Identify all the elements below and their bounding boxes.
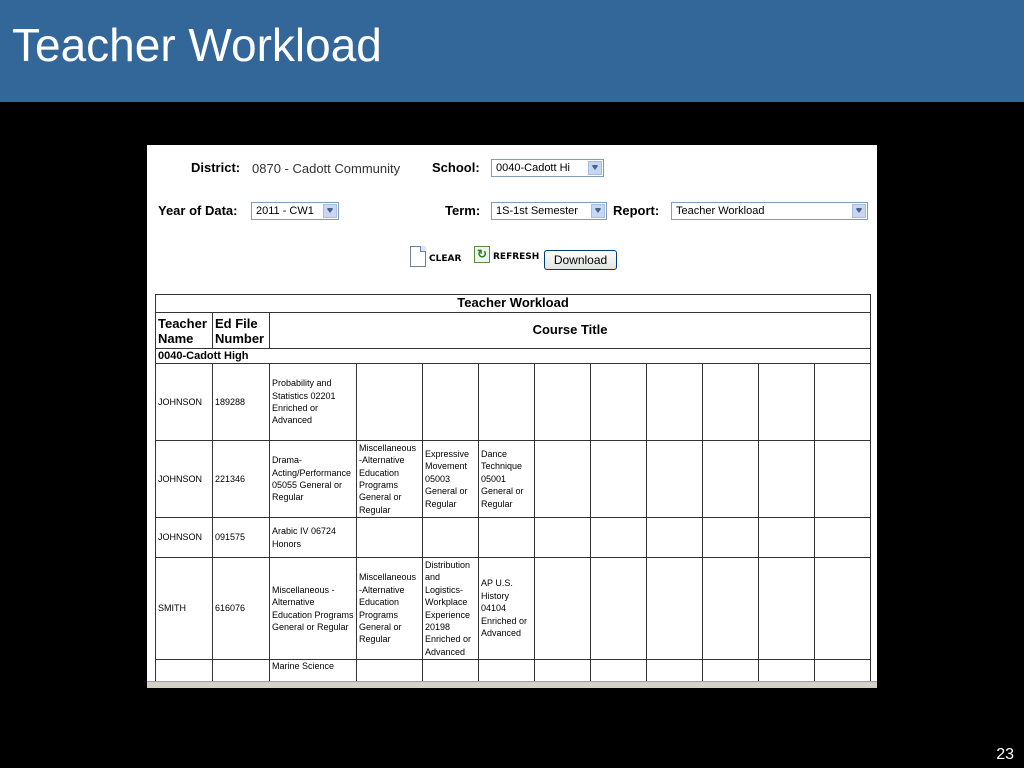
course-cell bbox=[357, 518, 423, 558]
year-select[interactable] bbox=[251, 202, 339, 220]
header-teacher-line1: Teacher bbox=[158, 315, 207, 331]
course-cell: Drama- Acting/Performance 05055 General or Regular bbox=[270, 441, 357, 518]
refresh-label: REFRESH bbox=[493, 252, 540, 262]
slide-header bbox=[0, 0, 1024, 102]
year-select-value: 2011 - CW1 bbox=[256, 205, 314, 217]
course-cell bbox=[815, 558, 871, 660]
page-number: 23 bbox=[996, 746, 1014, 763]
table-row bbox=[156, 518, 871, 558]
clear-button[interactable] bbox=[410, 246, 465, 268]
table-row bbox=[156, 364, 871, 441]
course-cell bbox=[647, 558, 703, 660]
ed-file-number-cell: 091575 bbox=[213, 518, 270, 558]
course-cell bbox=[479, 518, 535, 558]
course-cell bbox=[479, 364, 535, 441]
screenshot-window bbox=[147, 145, 877, 688]
course-cell bbox=[759, 518, 815, 558]
course-cell bbox=[815, 518, 871, 558]
refresh-button[interactable] bbox=[474, 246, 539, 268]
window-status-bar bbox=[147, 681, 877, 688]
course-cell bbox=[591, 558, 647, 660]
header-ed-file-number bbox=[213, 313, 270, 349]
school-select-value: 0040-Cadott Hi bbox=[496, 162, 570, 174]
course-cell: Miscellaneous -Alternative Education Programs General or Regular bbox=[357, 441, 423, 518]
district-label: District: bbox=[191, 160, 241, 175]
course-cell bbox=[591, 518, 647, 558]
teacher-workload-table bbox=[155, 294, 871, 688]
course-cell bbox=[591, 364, 647, 441]
course-cell: Miscellaneous -Alternative Education Programs General or Regular bbox=[357, 558, 423, 660]
district-value: 0870 - Cadott Community bbox=[252, 161, 401, 176]
teacher-name-cell: JOHNSON bbox=[156, 441, 213, 518]
chevron-down-icon bbox=[588, 161, 602, 175]
report-label: Report: bbox=[613, 203, 660, 218]
refresh-icon: ↻ bbox=[474, 246, 490, 263]
header-teacher-line2: Name bbox=[158, 330, 194, 346]
year-label: Year of Data: bbox=[158, 203, 238, 218]
course-cell bbox=[591, 441, 647, 518]
course-cell: Marine Science bbox=[270, 660, 357, 689]
course-cell bbox=[759, 364, 815, 441]
course-cell bbox=[703, 518, 759, 558]
course-cell: Probability and Statistics 02201 Enriched or Advanced bbox=[270, 364, 357, 441]
table-row bbox=[156, 441, 871, 518]
course-cell bbox=[423, 518, 479, 558]
course-cell: Arabic IV 06724 Honors bbox=[270, 518, 357, 558]
course-cell: Expressive Movement 05003 General or Regular bbox=[423, 441, 479, 518]
download-button[interactable]: Download bbox=[544, 250, 617, 270]
header-course-title: Course Title bbox=[270, 313, 871, 349]
document-icon bbox=[410, 246, 426, 267]
course-cell bbox=[815, 364, 871, 441]
school-select[interactable] bbox=[491, 159, 604, 177]
header-ed-line1: Ed File bbox=[215, 315, 258, 331]
report-select-value: Teacher Workload bbox=[676, 205, 765, 217]
course-cell bbox=[759, 558, 815, 660]
course-cell bbox=[535, 518, 591, 558]
table-row bbox=[156, 558, 871, 660]
slide-title: Teacher Workload bbox=[12, 19, 382, 71]
course-cell bbox=[703, 441, 759, 518]
ed-file-number-cell: 189288 bbox=[213, 364, 270, 441]
course-cell: Miscellaneous -Alternative Education Programs General or Regular bbox=[270, 558, 357, 660]
chevron-down-icon bbox=[852, 204, 866, 218]
school-group-row: 0040-Cadott High bbox=[156, 349, 871, 364]
chevron-down-icon bbox=[591, 204, 605, 218]
ed-file-number-cell: 616076 bbox=[213, 558, 270, 660]
course-cell bbox=[357, 364, 423, 441]
course-cell: Distribution and Logistics- Workplace Experience 20198 Enriched or Advanced bbox=[423, 558, 479, 660]
header-ed-line2: Number bbox=[215, 330, 265, 346]
course-cell bbox=[815, 441, 871, 518]
course-cell: Dance Technique 05001 General or Regular bbox=[479, 441, 535, 518]
term-select[interactable] bbox=[491, 202, 607, 220]
course-cell bbox=[647, 441, 703, 518]
school-label: School: bbox=[432, 160, 480, 175]
term-select-value: 1S-1st Semester bbox=[496, 205, 578, 217]
teacher-name-cell: SMITH bbox=[156, 558, 213, 660]
course-cell bbox=[647, 364, 703, 441]
course-cell bbox=[535, 558, 591, 660]
term-label: Term: bbox=[445, 203, 481, 218]
course-cell bbox=[535, 364, 591, 441]
report-title: Teacher Workload bbox=[156, 295, 871, 313]
course-cell: AP U.S. History 04104 Enriched or Advanced bbox=[479, 558, 535, 660]
teacher-name-cell: JOHNSON bbox=[156, 518, 213, 558]
course-cell bbox=[703, 558, 759, 660]
clear-label: CLEAR bbox=[429, 254, 462, 264]
course-cell bbox=[703, 364, 759, 441]
report-select[interactable] bbox=[671, 202, 868, 220]
course-cell bbox=[647, 518, 703, 558]
course-cell bbox=[759, 441, 815, 518]
header-teacher-name bbox=[156, 313, 213, 349]
course-cell bbox=[423, 364, 479, 441]
chevron-down-icon bbox=[323, 204, 337, 218]
teacher-name-cell: JOHNSON bbox=[156, 364, 213, 441]
course-cell bbox=[535, 441, 591, 518]
ed-file-number-cell: 221346 bbox=[213, 441, 270, 518]
